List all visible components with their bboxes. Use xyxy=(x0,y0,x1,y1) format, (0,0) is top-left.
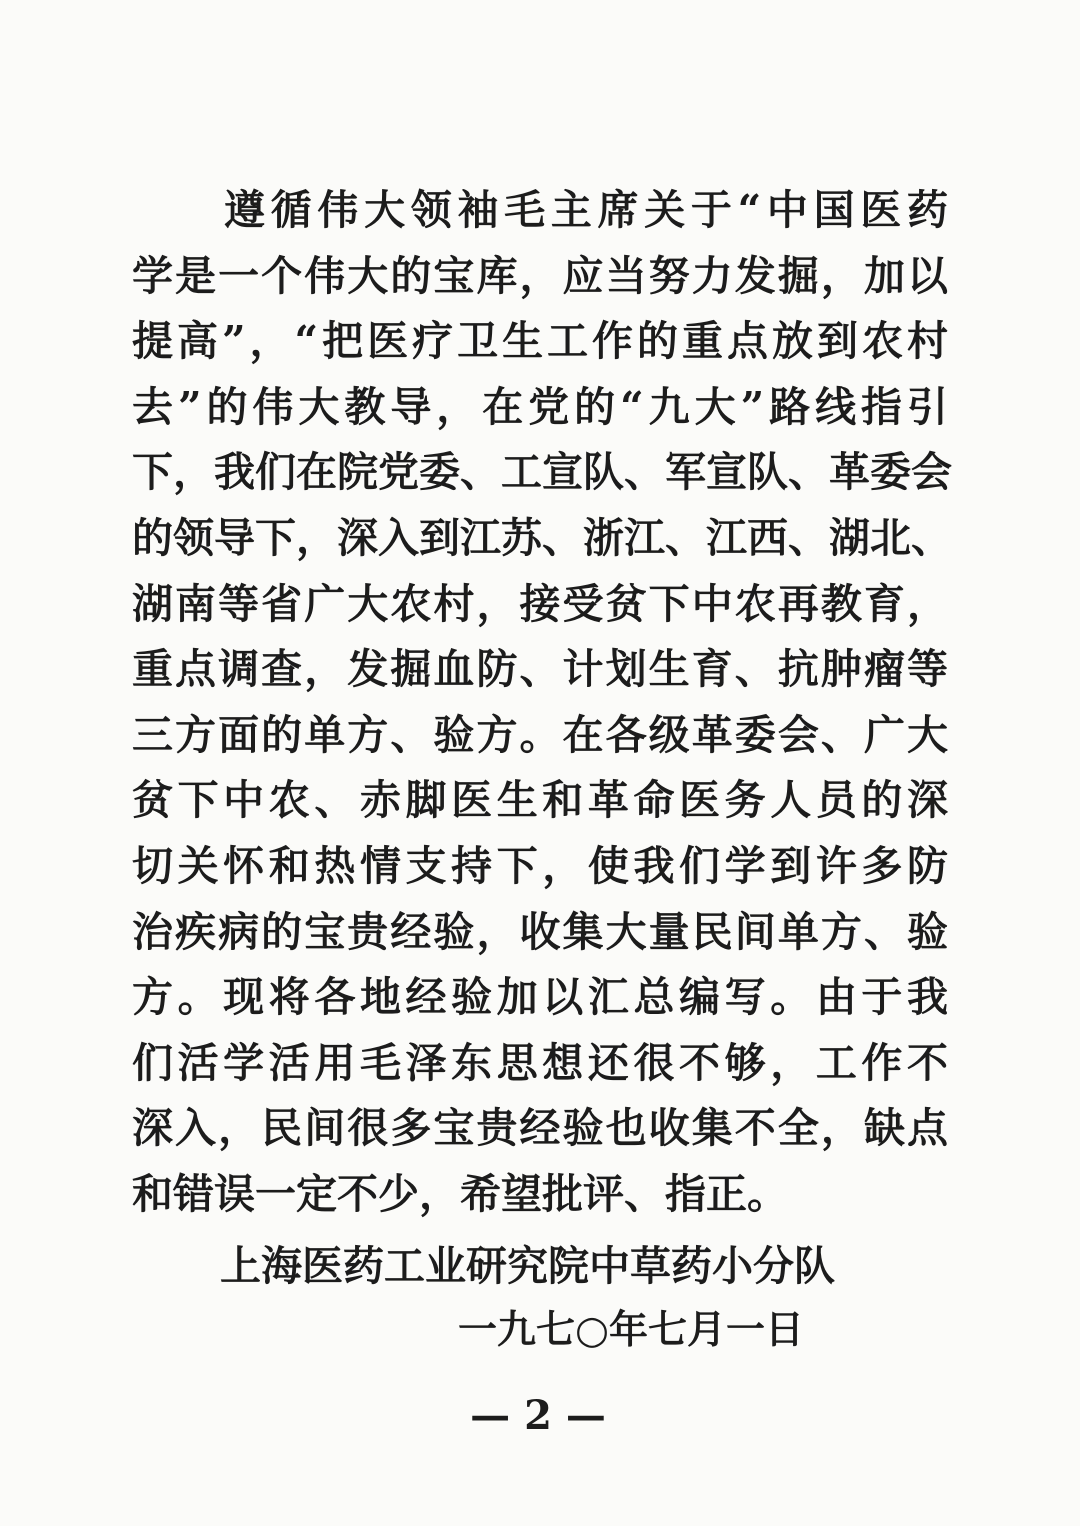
paragraph-line: 深入，民间很多宝贵经验也收集不全，缺点 xyxy=(132,1104,948,1153)
paragraph-line: 提高”，“把医疗卫生工作的重点放到农村 xyxy=(132,317,948,366)
page-number: — 2 — xyxy=(470,1392,606,1439)
paragraph-line: 学是一个伟大的宝库，应当努力发掘，加以 xyxy=(132,251,948,300)
signature: 上海医药工业研究院中草药小分队 xyxy=(220,1242,835,1290)
paragraph-line: 下，我们在院党委、工宣队、军宣队、革委会 xyxy=(132,448,952,497)
paragraph-line: 们活学活用毛泽东思想还很不够，工作不 xyxy=(132,1038,948,1087)
preface-paragraph xyxy=(132,178,952,1228)
paragraph-line: 贫下中农、赤脚医生和革命医务人员的深 xyxy=(132,776,948,825)
paragraph-line: 切关怀和热情支持下，使我们学到许多防 xyxy=(132,841,948,890)
paragraph-line: 治疾病的宝贵经验，收集大量民间单方、验 xyxy=(132,907,948,956)
paragraph-line: 湖南等省广大农村，接受贫下中农再教育， xyxy=(132,579,948,628)
paragraph-line: 遵循伟大领袖毛主席关于“中国医药 xyxy=(224,186,948,234)
paragraph-line: 三方面的单方、验方。在各级革委会、广大 xyxy=(132,710,948,759)
paragraph-line: 的领导下，深入到江苏、浙江、江西、湖北、 xyxy=(132,513,952,562)
paragraph-line: 和错误一定不少，希望批评、指正。 xyxy=(132,1169,788,1218)
paragraph-line: 方。现将各地经验加以汇总编写。由于我 xyxy=(132,973,948,1022)
date-line: 一九七○年七月一日 xyxy=(458,1307,805,1353)
paragraph-line: 重点调查，发掘血防、计划生育、抗肿瘤等 xyxy=(132,645,948,694)
paragraph-line: 去”的伟大教导，在党的“九大”路线指引 xyxy=(132,382,948,431)
